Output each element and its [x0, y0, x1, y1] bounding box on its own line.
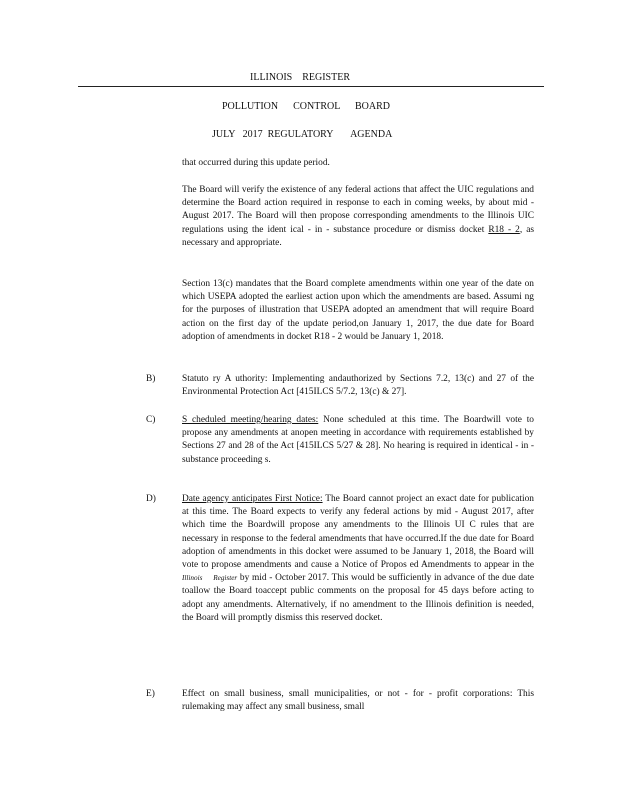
item-e-label: E) — [146, 689, 155, 699]
agenda-title: JULY 2017 REGULATORY AGENDA — [212, 129, 393, 140]
item-c-label: C) — [146, 415, 156, 425]
item-c-text — [182, 414, 534, 467]
item-b-label: B) — [146, 374, 156, 384]
item-d-heading: Date agency anticipates First Notice: — [182, 494, 323, 504]
item-c-heading: S cheduled meeting/hearing dates: — [182, 415, 319, 425]
register-name-b: Register — [213, 574, 238, 583]
paragraph-verify-text: The Board will verify the existence of any federal actions that affect the UIC regulations and determine the Board action required in response to each in coming weeks, by about mid - August 2017. The Board will then propose corresponding amendments to the Illinois UIC regulations using the ident ical - in - substance procedure or dismiss docket — [182, 185, 534, 235]
paragraph-section-13c: Section 13(c) mandates that the Board complete amendments within one year of the date on which USEPA adopted the earliest action upon which the amendments are based. Assumi ng for the purposes of illustration that USEPA adopted an amendment that will require Board action on the first day of the update period,on January 1, 2017, the due date for Board adoption of amendments in docket R18 - 2 would be January 1, 2018. — [182, 279, 534, 342]
register-name-a: Illinois — [182, 574, 203, 583]
paragraph-continuation: that occurred during this update period. — [182, 158, 330, 168]
paragraph-verify — [182, 184, 534, 250]
item-e-text: Effect on small business, small municipalities, or not - for - profit corporations: This rulemaking may affect any small business, small — [182, 689, 534, 713]
docket-number: R18 - 2 — [488, 224, 520, 235]
register-title: ILLINOIS REGISTER — [250, 72, 350, 83]
item-d-body-a: The Board cannot project an exact date for publication at this time. The Board expects to verify any federal actions by mid - August 2017, after which time the Boardwill propose any amendments to the Illinois UI C rules that are necessary in response to the federal amendments that have occurred.If the due date for Board adoption of amendments in this docket were assumed to be January 1, 2018, the Board will vote to propose amendments and cause a Notice of Propos ed Amendments to appear in the — [182, 494, 534, 571]
item-d-text — [182, 493, 534, 625]
board-title: POLLUTION CONTROL BOARD — [222, 101, 390, 112]
header-rule — [78, 86, 544, 87]
item-d-body-b: by mid - October 2017. This would be sufficiently in advance of the due date toallow the Board toaccept public comments on the proposal for 45 days before acting to adopt any amendments. Alternatively, if no amendment to the Illinois definition is needed, the Board will promptly dismiss this reserved docket. — [182, 573, 534, 623]
item-b-text: Statuto ry A uthority: Implementing andauthorized by Sections 7.2, 13(c) and 27 of the Environmental Protection Act [415ILCS 5/7.2, 13(c) & 27]. — [182, 374, 534, 398]
item-d-label: D) — [146, 494, 156, 504]
item-c-body: None scheduled at this time. The Boardwill vote to propose any amendments at anopen meeting in accordance with requirements established by Sections 27 and 28 of the Act [415ILCS 5/27 & 28]. No hearing is required in identical - in - substance proceeding s. — [182, 415, 534, 465]
paragraph-verify-end: , as necessary and appropriate. — [182, 224, 534, 248]
